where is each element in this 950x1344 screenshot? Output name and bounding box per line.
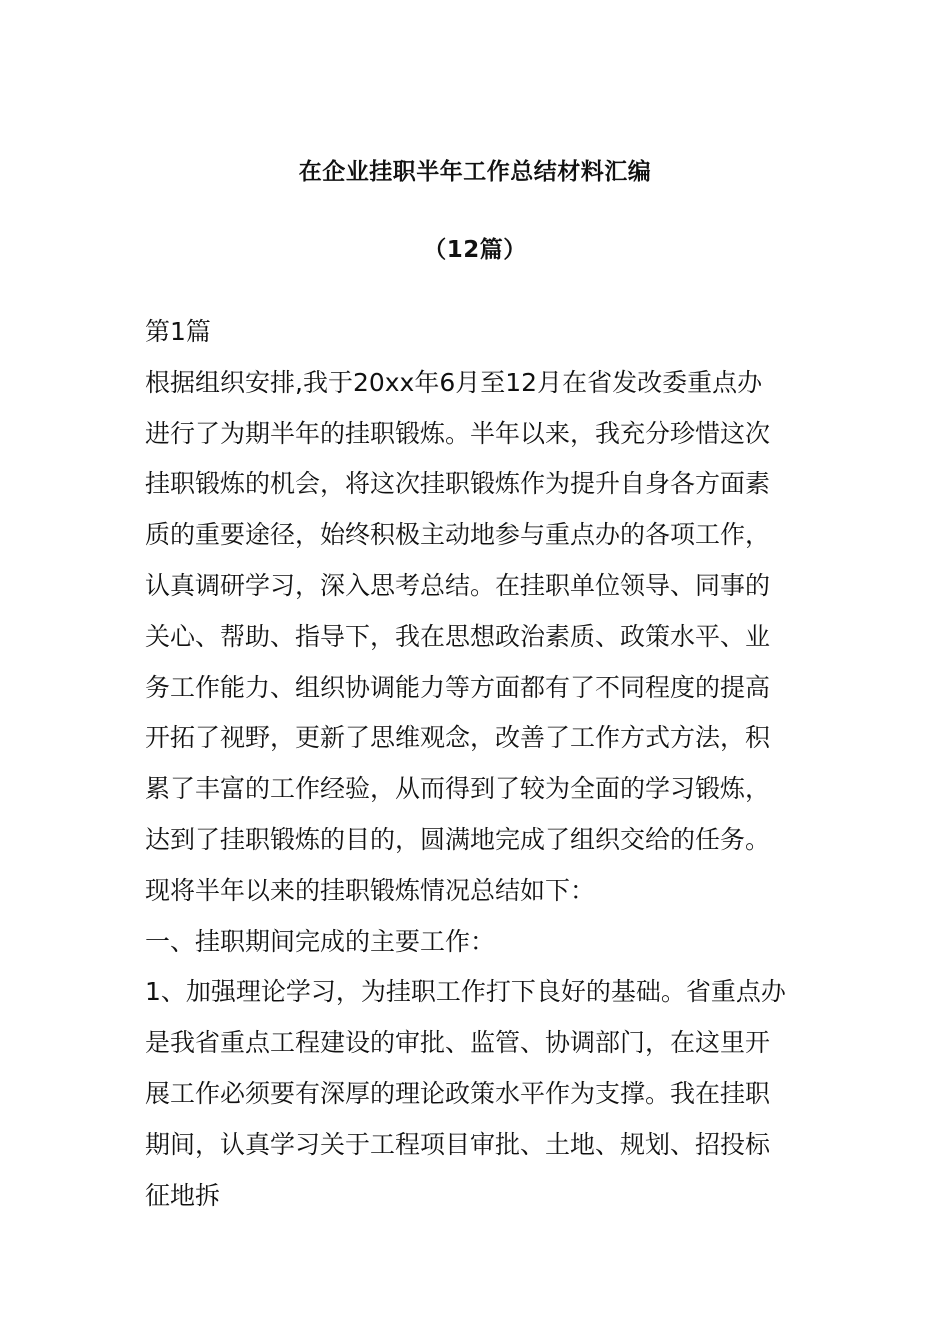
paragraph-line: 征地拆	[145, 1180, 221, 1210]
document-subtitle: （12篇）	[423, 237, 527, 263]
paragraph-line: 期间，认真学习关于工程项目审批、土地、规划、招投标	[145, 1129, 771, 1159]
paragraph-line: 展工作必须要有深厚的理论政策水平作为支撑。我在挂职	[145, 1078, 771, 1108]
paragraph-line: 挂职锻炼的机会，将这次挂职锻炼作为提升自身各方面素	[145, 469, 771, 499]
paragraph-line: 根据组织安排,我于20xx年6月至12月在省发改委重点办	[145, 367, 763, 397]
paragraph-line: 现将半年以来的挂职锻炼情况总结如下：	[145, 875, 596, 905]
paragraph-line: 认真调研学习，深入思考总结。在挂职单位领导、同事的	[145, 570, 771, 600]
chapter-heading: 第1篇	[145, 317, 211, 346]
paragraph-line: 达到了挂职锻炼的目的，圆满地完成了组织交给的任务。	[145, 824, 771, 854]
paragraph-line: 是我省重点工程建设的审批、监管、协调部门，在这里开	[145, 1028, 771, 1058]
paragraph-line: 务工作能力、组织协调能力等方面都有了不同程度的提高	[145, 672, 771, 702]
paragraph-line: 质的重要途径，始终积极主动地参与重点办的各项工作，	[145, 520, 771, 550]
paragraph-line: 进行了为期半年的挂职锻炼。半年以来，我充分珍惜这次	[145, 418, 771, 448]
document-body	[145, 307, 810, 1221]
document-title: 在企业挂职半年工作总结材料汇编	[298, 159, 652, 185]
section-heading: 一、挂职期间完成的主要工作：	[145, 926, 496, 956]
paragraph-line: 开拓了视野，更新了思维观念，改善了工作方式方法，积	[145, 723, 771, 753]
paragraph-line: 1、加强理论学习，为挂职工作打下良好的基础。省重点办	[145, 977, 786, 1007]
paragraph-line: 累了丰富的工作经验，从而得到了较为全面的学习锻炼，	[145, 774, 771, 804]
paragraph-line: 关心、帮助、指导下，我在思想政治素质、政策水平、业	[145, 621, 771, 651]
